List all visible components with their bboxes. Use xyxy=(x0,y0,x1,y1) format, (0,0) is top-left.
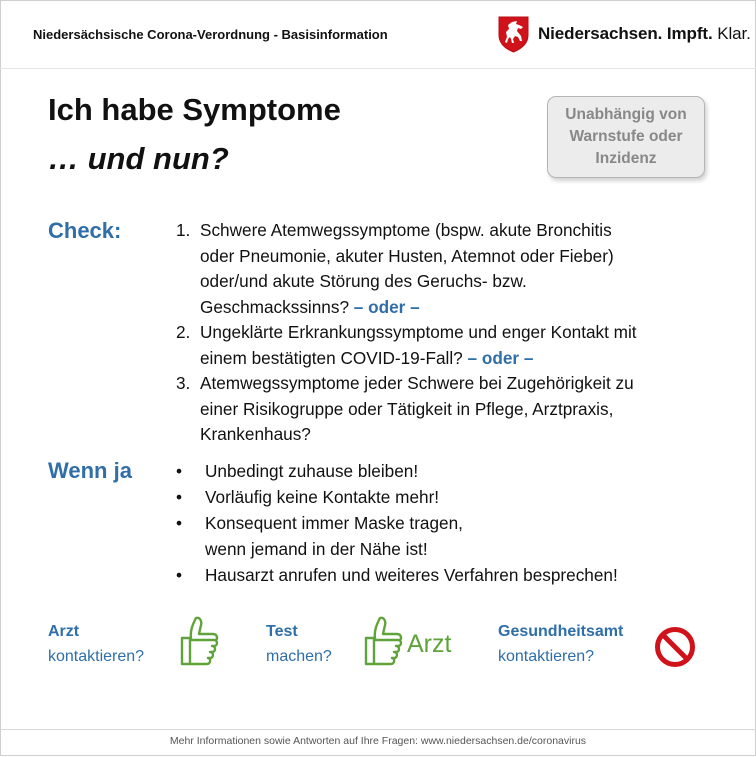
or-connector: – oder – xyxy=(467,347,534,368)
wenn-ja-label: Wenn ja xyxy=(48,458,132,483)
list-item-text: wenn jemand in der Nähe ist! xyxy=(205,539,428,559)
list-item-text: Vorläufig keine Kontakte mehr! xyxy=(205,487,440,507)
check-item-2 xyxy=(176,320,706,371)
test-via-arzt-note: Arzt xyxy=(407,630,452,658)
check-item-number: 2. xyxy=(176,322,191,342)
test-action-title: Test xyxy=(266,623,298,640)
wenn-ja-list xyxy=(176,458,706,588)
list-item-text: Hausarzt anrufen und weiteres Verfahren besprechen! xyxy=(205,565,618,585)
header-title: Niedersächsische Corona-Verordnung - Basisinformation xyxy=(33,27,388,42)
brand-slogan-light: Klar. xyxy=(717,24,751,43)
check-item-text: Atemwegssymptome jeder Schwere bei Zugehörigkeit zu xyxy=(200,373,634,393)
check-item-text: einer Risikogruppe oder Tätigkeit in Pflege, Arztpraxis, xyxy=(200,398,614,419)
page-title: Ich habe Symptome xyxy=(48,92,341,127)
test-action-label xyxy=(266,619,332,669)
prohibited-icon xyxy=(654,626,696,668)
gesundheitsamt-action-title: Gesundheitsamt xyxy=(498,623,624,640)
arzt-action-label xyxy=(48,619,144,669)
footer xyxy=(0,729,756,757)
test-action-question: machen? xyxy=(266,648,332,665)
badge-line: Inzidenz xyxy=(595,150,657,167)
check-item-text: Krankenhaus? xyxy=(200,424,311,444)
list-item xyxy=(176,562,706,588)
brand xyxy=(497,14,751,54)
check-item-text: Geschmackssinns? xyxy=(200,296,350,317)
bullet-icon: • xyxy=(176,513,183,533)
gesundheitsamt-action-label xyxy=(498,619,623,669)
lower-saxony-horse-crest-icon xyxy=(497,15,530,53)
brand-slogan xyxy=(538,24,751,44)
list-item-text: Unbedingt zuhause bleiben! xyxy=(205,461,419,481)
list-item xyxy=(176,510,706,562)
check-item-text: oder Pneumonie, akuter Husten, Atemnot oder Fieber) xyxy=(200,245,614,266)
validity-badge xyxy=(547,96,705,178)
check-item-text: Schwere Atemwegssymptome (bspw. akute Bronchitis xyxy=(200,220,612,240)
or-connector: – oder – xyxy=(353,296,420,317)
bullet-icon: • xyxy=(176,461,183,481)
footer-info-text: Mehr Informationen sowie Antworten auf Ihre Fragen: www.niedersachsen.de/coronavirus xyxy=(169,735,587,747)
thumbs-up-icon xyxy=(176,614,220,670)
page-subtitle: … und nun? xyxy=(48,141,229,176)
badge-line: Warnstufe oder xyxy=(569,128,683,145)
gesundheitsamt-action-question: kontaktieren? xyxy=(498,648,595,665)
list-item-text: Konsequent immer Maske tragen, xyxy=(205,513,463,533)
check-item-3 xyxy=(176,371,706,448)
badge-line: Unabhängig von xyxy=(565,106,687,123)
bullet-icon: • xyxy=(176,565,183,585)
bullet-icon: • xyxy=(176,487,183,507)
list-item xyxy=(176,458,706,484)
arzt-action-title: Arzt xyxy=(48,623,80,640)
list-item xyxy=(176,484,706,510)
check-item-1 xyxy=(176,218,706,320)
check-item-number: 3. xyxy=(176,373,191,393)
check-item-number: 1. xyxy=(176,220,191,240)
check-label: Check: xyxy=(48,218,122,243)
check-item-text: oder/und akute Störung des Geruchs- bzw. xyxy=(200,271,527,291)
brand-slogan-bold: Niedersachsen. Impft. xyxy=(538,24,713,43)
header xyxy=(0,0,756,69)
thumbs-up-icon xyxy=(360,614,404,670)
check-item-text: Ungeklärte Erkrankungssymptome und enger Kontakt mit xyxy=(200,322,637,342)
arzt-action-question: kontaktieren? xyxy=(48,648,145,665)
check-list xyxy=(176,218,706,448)
check-item-text: einem bestätigten COVID-19-Fall? xyxy=(200,347,463,368)
